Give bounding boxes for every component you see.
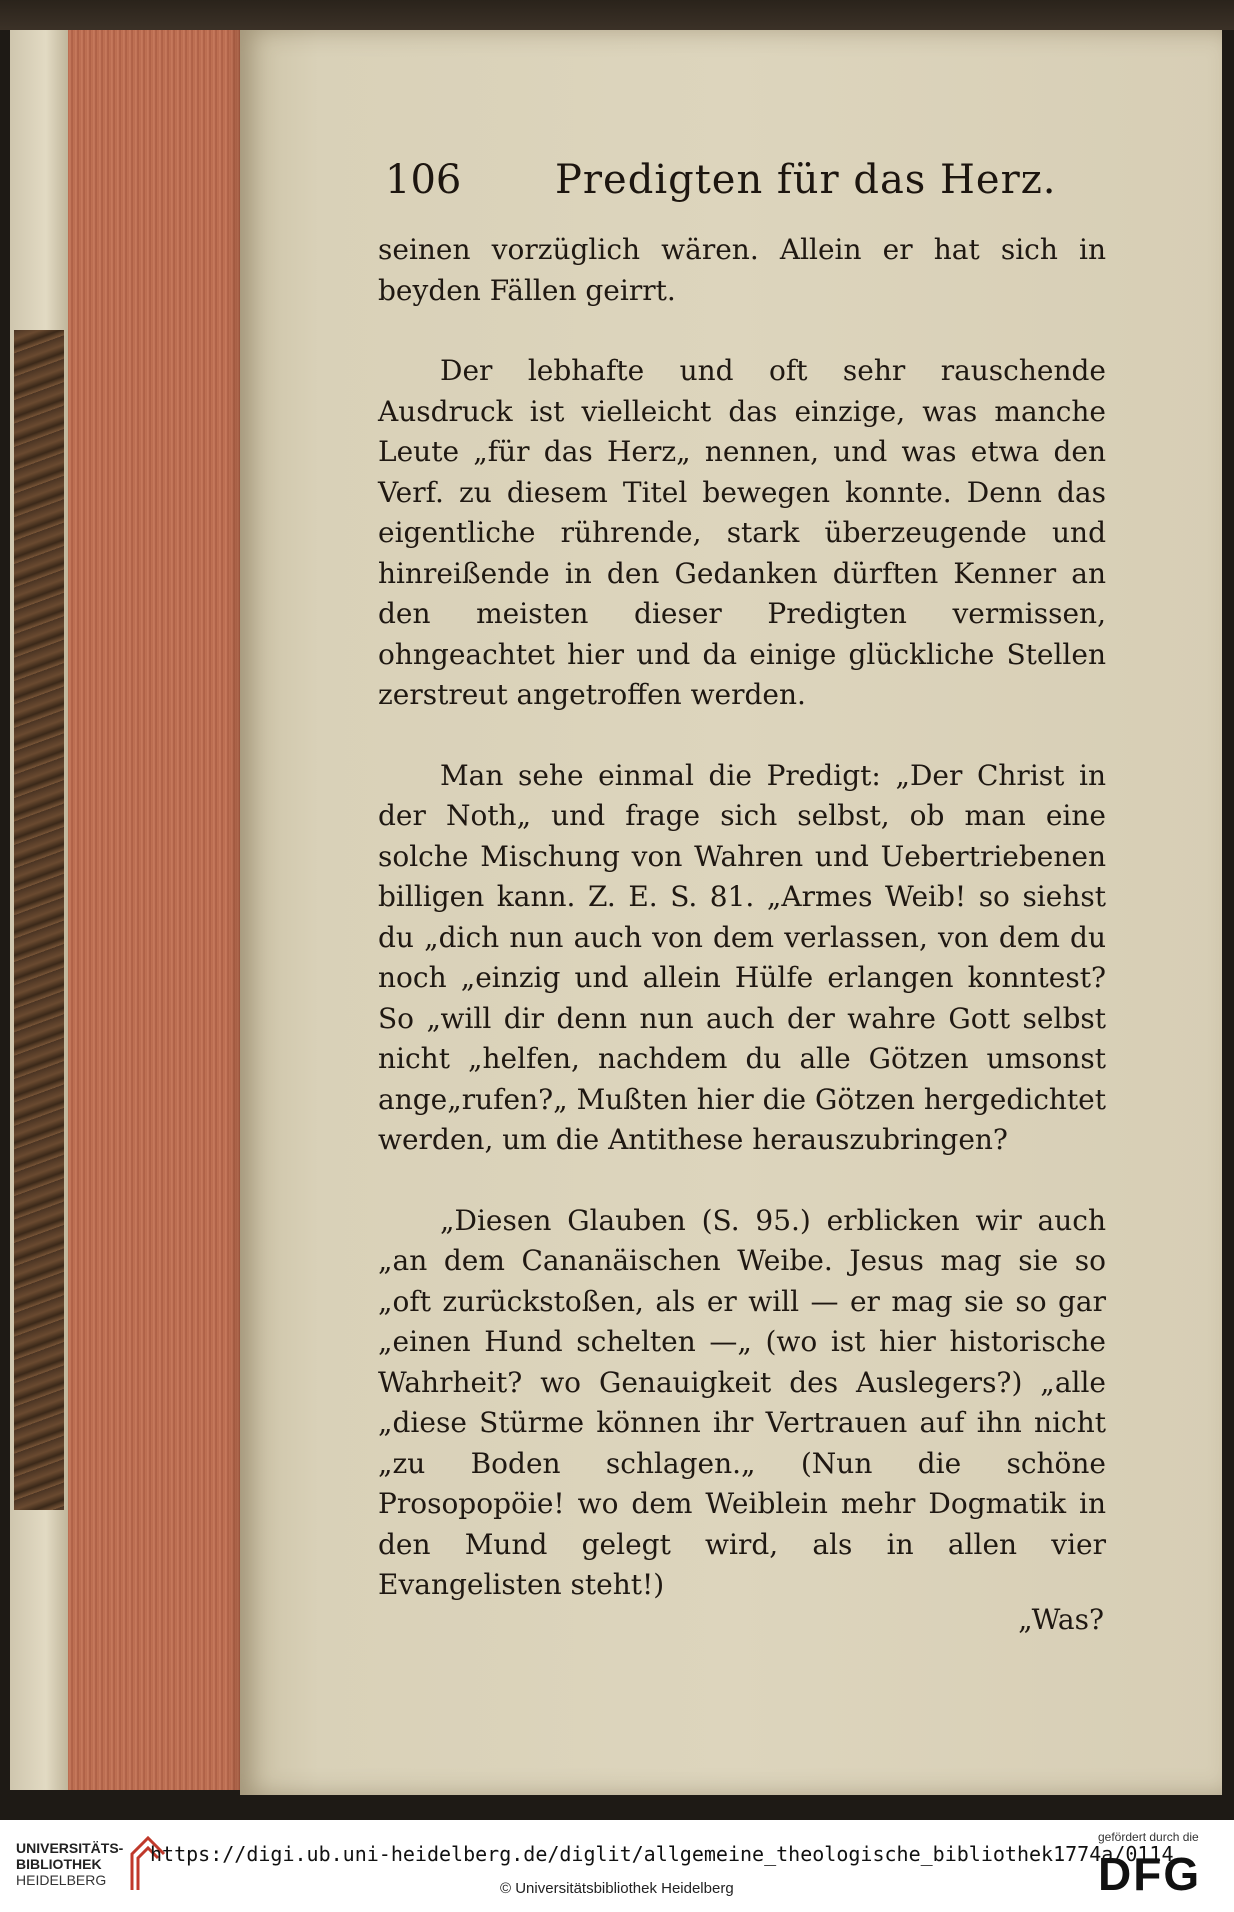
marbled-cover (14, 330, 64, 1510)
library-name-line: HEIDELBERG (16, 1872, 107, 1888)
paragraph: Man sehe einmal die Predigt: „Der Christ in der Noth„ und frage sich selbst, ob man eine solche Mischung von Wahren und Uebertriebenen billigen kann. Z. E. S. 81. „Armes Weib! so siehst du „dich nun auch von dem verlassen, von dem du noch „einzig und allein Hülfe erlangen konntest? So „will dir denn nun auch der wahre Gott selbst nicht „helfen, nachdem du alle Götzen umsonst ange„rufen?„ Mußten hier die Götzen hergedichtet werden, um die Antithese herauszubringen? (378, 758, 1106, 1156)
library-name-line: UNIVERSITÄTS- (16, 1840, 124, 1856)
running-head (385, 150, 1057, 210)
running-title: Predigten für das Herz. (555, 157, 1057, 203)
library-name-line: BIBLIOTHEK (16, 1856, 102, 1872)
viewer-footer (0, 1820, 1234, 1912)
catchword: „Was? (1018, 1603, 1104, 1636)
page-number: 106 (385, 157, 462, 203)
dfg-logo[interactable]: DFG (1098, 1848, 1202, 1900)
paragraph: „Diesen Glauben (S. 95.) erblicken wir auch „an dem Cananäischen Weibe. Jesus mag sie so „oft zurückstoßen, als er will — er mag sie so gar „einen Hund schelten —„ (wo ist hier historische Wahrheit? wo Genauigkeit des Auslegers?) „alle „diese Stürme können ihr Vertrauen auf ihn nicht „zu Boden schlagen.„ (Nun die schöne Prosopopöie! wo dem Weiblein mehr Dogmatik in den Mund gelegt wird, als in allen vier Evangelisten steht!) (378, 1203, 1106, 1601)
page-text (378, 230, 1106, 1606)
paragraph: seinen vorzüglich wären. Allein er hat sich in beyden Fällen geirrt. (378, 233, 1106, 307)
page-block-edge (68, 30, 248, 1790)
permalink-url[interactable]: https://digi.ub.uni-heidelberg.de/diglit/allgemeine_theologische_bibliothek1774a/0114 (150, 1842, 1174, 1866)
funder-note: gefördert durch die (1098, 1830, 1199, 1844)
paragraph: Der lebhafte und oft sehr rauschende Ausdruck ist vielleicht das einzige, was manche Leute „für das Herz„ nennen, und was etwa den Verf. zu diesem Titel bewegen konnte. Denn das eigentliche rührende, stark überzeugende und hinreißende in den Gedanken dürften Kenner an den meisten dieser Predigten vermissen, ohngeachtet hier und da einige glückliche Stellen zerstreut angetroffen werden. (378, 354, 1106, 711)
library-logo[interactable] (16, 1840, 126, 1888)
copyright-notice: © Universitätsbibliothek Heidelberg (500, 1880, 734, 1897)
book-top-edge (0, 0, 1234, 30)
